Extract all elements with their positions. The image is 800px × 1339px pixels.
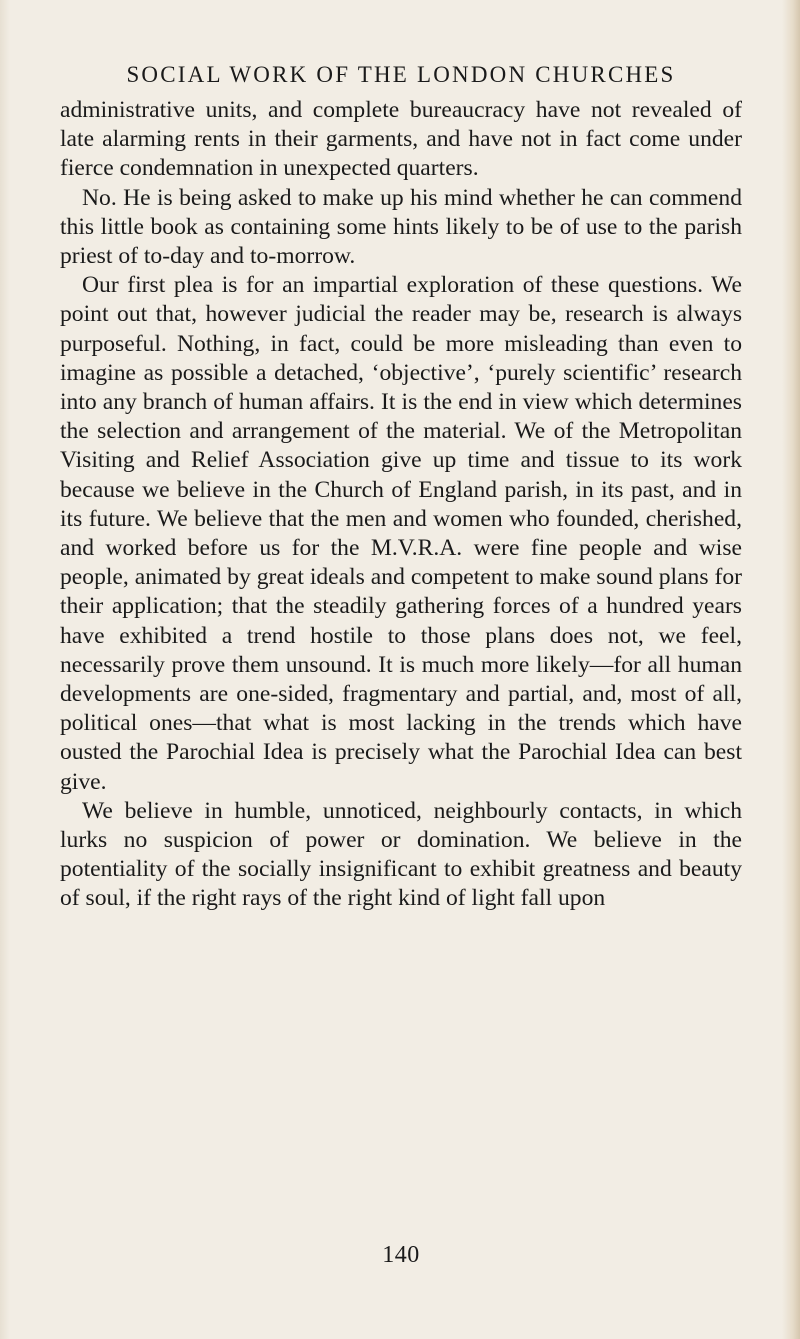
page-right-edge	[782, 0, 800, 1339]
body-text	[60, 96, 742, 914]
page-number: 140	[382, 1242, 420, 1268]
page-left-edge	[0, 0, 10, 1339]
running-head: SOCIAL WORK OF THE LONDON CHURCHES	[126, 62, 676, 87]
paragraph: We believe in humble, unnoticed, neighbourly contacts, in which lurks no suspicion of power or domination. We believe in the potentiality of the socially insignificant to exhibit greatness and beauty of soul, if the right rays of the right kind of light fall upon	[60, 797, 742, 912]
paragraph-continued: administrative units, and complete bureaucracy have not revealed of late alarming rents in their garments, and have not in fact come under fierce condemnation in unexpected quarters.	[60, 97, 742, 182]
paragraph: Our first plea is for an impartial exploration of these questions. We point out that, however judicial the reader may be, research is always purposeful. Nothing, in fact, could be more misleading than even to imagine as possible a detached, ‘objective’, ‘purely scientific’ research into any branch of human affairs. It is the end in view which determines the selection and arrangement of the material. We of the Metropolitan Visiting and Relief Association give up time and tissue to its work because we believe in the Church of England parish, in its past, and in its future. We believe that the men and women who founded, cherished, and worked before us for the M.V.R.A. were fine people and wise people, animated by great ideals and competent to make sound plans for their application; that the steadily gathering forces of a hundred years have exhibited a trend hostile to those plans does not, we feel, necessarily prove them unsound. It is much more likely—for all human developments are one-sided, fragmentary and partial, and, most of all, political ones—that what is most lacking in the trends which have ousted the Parochial Idea is precisely what the Parochial Idea can best give.	[60, 272, 742, 795]
paragraph: No. He is being asked to make up his mind whether he can commend this little book as containing some hints likely to be of use to the parish priest of to-day and to-morrow.	[60, 184, 742, 270]
book-page	[60, 58, 742, 914]
